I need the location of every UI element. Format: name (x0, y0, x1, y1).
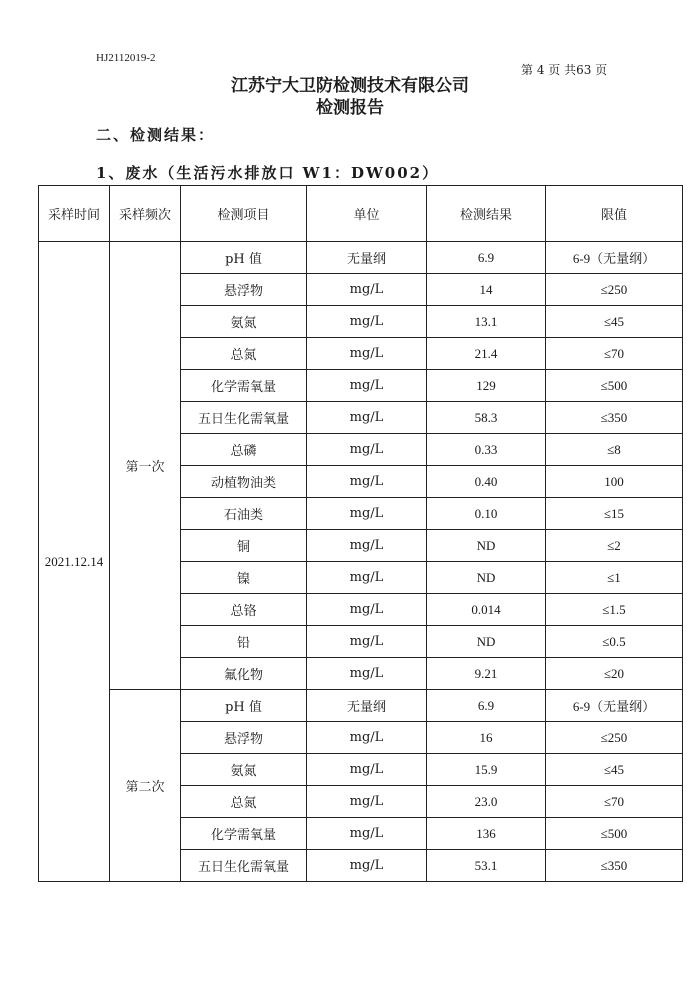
limit-cell: ≤250 (546, 722, 683, 754)
limit-cell: ≤500 (546, 818, 683, 850)
result-cell: 6.9 (427, 690, 546, 722)
result-cell: 58.3 (427, 402, 546, 434)
limit-cell: ≤45 (546, 754, 683, 786)
unit-cell: mg/L (307, 658, 427, 690)
test-item-cell: 总氮 (181, 786, 307, 818)
unit-cell: mg/L (307, 274, 427, 306)
result-cell: ND (427, 562, 546, 594)
test-item-cell: pH 值 (181, 242, 307, 274)
result-cell: 23.0 (427, 786, 546, 818)
unit-cell: mg/L (307, 754, 427, 786)
result-cell: 129 (427, 370, 546, 402)
document-id: HJ2112019-2 (96, 52, 156, 64)
result-cell: 0.40 (427, 466, 546, 498)
result-cell: 0.10 (427, 498, 546, 530)
test-item-cell: 悬浮物 (181, 274, 307, 306)
test-item-cell: 氨氮 (181, 306, 307, 338)
limit-cell: 6-9（无量纲） (546, 242, 683, 274)
sampling-frequency-cell: 第二次 (110, 690, 181, 882)
test-item-cell: 镍 (181, 562, 307, 594)
page-number: 第 4 页 共63 页 (521, 63, 608, 77)
limit-cell: ≤15 (546, 498, 683, 530)
limit-cell: ≤8 (546, 434, 683, 466)
result-cell: 136 (427, 818, 546, 850)
unit-cell: mg/L (307, 402, 427, 434)
unit-cell: mg/L (307, 818, 427, 850)
result-cell: 16 (427, 722, 546, 754)
limit-cell: 6-9（无量纲） (546, 690, 683, 722)
unit-cell: mg/L (307, 722, 427, 754)
test-item-cell: 动植物油类 (181, 466, 307, 498)
limit-cell: ≤500 (546, 370, 683, 402)
limit-cell: ≤2 (546, 530, 683, 562)
sampling-frequency-cell: 第一次 (110, 242, 181, 690)
unit-cell: 无量纲 (307, 242, 427, 274)
result-cell: 0.014 (427, 594, 546, 626)
header-sampling-frequency: 采样频次 (110, 186, 181, 242)
header-sampling-time: 采样时间 (39, 186, 110, 242)
result-cell: 13.1 (427, 306, 546, 338)
result-cell: 14 (427, 274, 546, 306)
test-item-cell: 化学需氧量 (181, 370, 307, 402)
header-test-result: 检测结果 (427, 186, 546, 242)
limit-cell: ≤70 (546, 338, 683, 370)
unit-cell: mg/L (307, 594, 427, 626)
limit-cell: ≤350 (546, 402, 683, 434)
unit-cell: mg/L (307, 530, 427, 562)
test-item-cell: 总铬 (181, 594, 307, 626)
test-item-cell: 氟化物 (181, 658, 307, 690)
limit-cell: 100 (546, 466, 683, 498)
test-item-cell: pH 值 (181, 690, 307, 722)
limit-cell: ≤70 (546, 786, 683, 818)
results-body (39, 242, 683, 882)
unit-cell: mg/L (307, 466, 427, 498)
result-cell: 0.33 (427, 434, 546, 466)
unit-cell: mg/L (307, 498, 427, 530)
limit-cell: ≤0.5 (546, 626, 683, 658)
result-cell: ND (427, 530, 546, 562)
unit-cell: mg/L (307, 626, 427, 658)
test-item-cell: 五日生化需氧量 (181, 850, 307, 882)
unit-cell: mg/L (307, 306, 427, 338)
test-item-cell: 石油类 (181, 498, 307, 530)
test-item-cell: 悬浮物 (181, 722, 307, 754)
unit-cell: mg/L (307, 850, 427, 882)
limit-cell: ≤250 (546, 274, 683, 306)
limit-cell: ≤20 (546, 658, 683, 690)
limit-cell: ≤1 (546, 562, 683, 594)
test-item-cell: 化学需氧量 (181, 818, 307, 850)
header-test-item: 检测项目 (181, 186, 307, 242)
unit-cell: 无量纲 (307, 690, 427, 722)
limit-cell: ≤45 (546, 306, 683, 338)
result-cell: 21.4 (427, 338, 546, 370)
result-cell: ND (427, 626, 546, 658)
unit-cell: mg/L (307, 338, 427, 370)
company-name: 江苏宁大卫防检测技术有限公司 (231, 76, 469, 96)
test-item-cell: 氨氮 (181, 754, 307, 786)
result-cell: 6.9 (427, 242, 546, 274)
table-header-row (39, 186, 683, 242)
results-table (38, 185, 683, 882)
table-row (39, 690, 683, 722)
unit-cell: mg/L (307, 562, 427, 594)
unit-cell: mg/L (307, 370, 427, 402)
header-limit: 限值 (546, 186, 683, 242)
report-title: 检测报告 (316, 98, 384, 118)
sampling-date-cell: 2021.12.14 (39, 242, 110, 882)
unit-cell: mg/L (307, 786, 427, 818)
result-cell: 9.21 (427, 658, 546, 690)
unit-cell: mg/L (307, 434, 427, 466)
result-cell: 15.9 (427, 754, 546, 786)
test-item-cell: 总磷 (181, 434, 307, 466)
subsection-title: 1、废水（生活污水排放口 W1：DW002） (96, 164, 440, 182)
result-cell: 53.1 (427, 850, 546, 882)
test-item-cell: 五日生化需氧量 (181, 402, 307, 434)
test-item-cell: 总氮 (181, 338, 307, 370)
test-item-cell: 铅 (181, 626, 307, 658)
header-unit: 单位 (307, 186, 427, 242)
test-item-cell: 铜 (181, 530, 307, 562)
table-row (39, 242, 683, 274)
limit-cell: ≤350 (546, 850, 683, 882)
limit-cell: ≤1.5 (546, 594, 683, 626)
section-title: 二、检测结果： (96, 126, 216, 144)
